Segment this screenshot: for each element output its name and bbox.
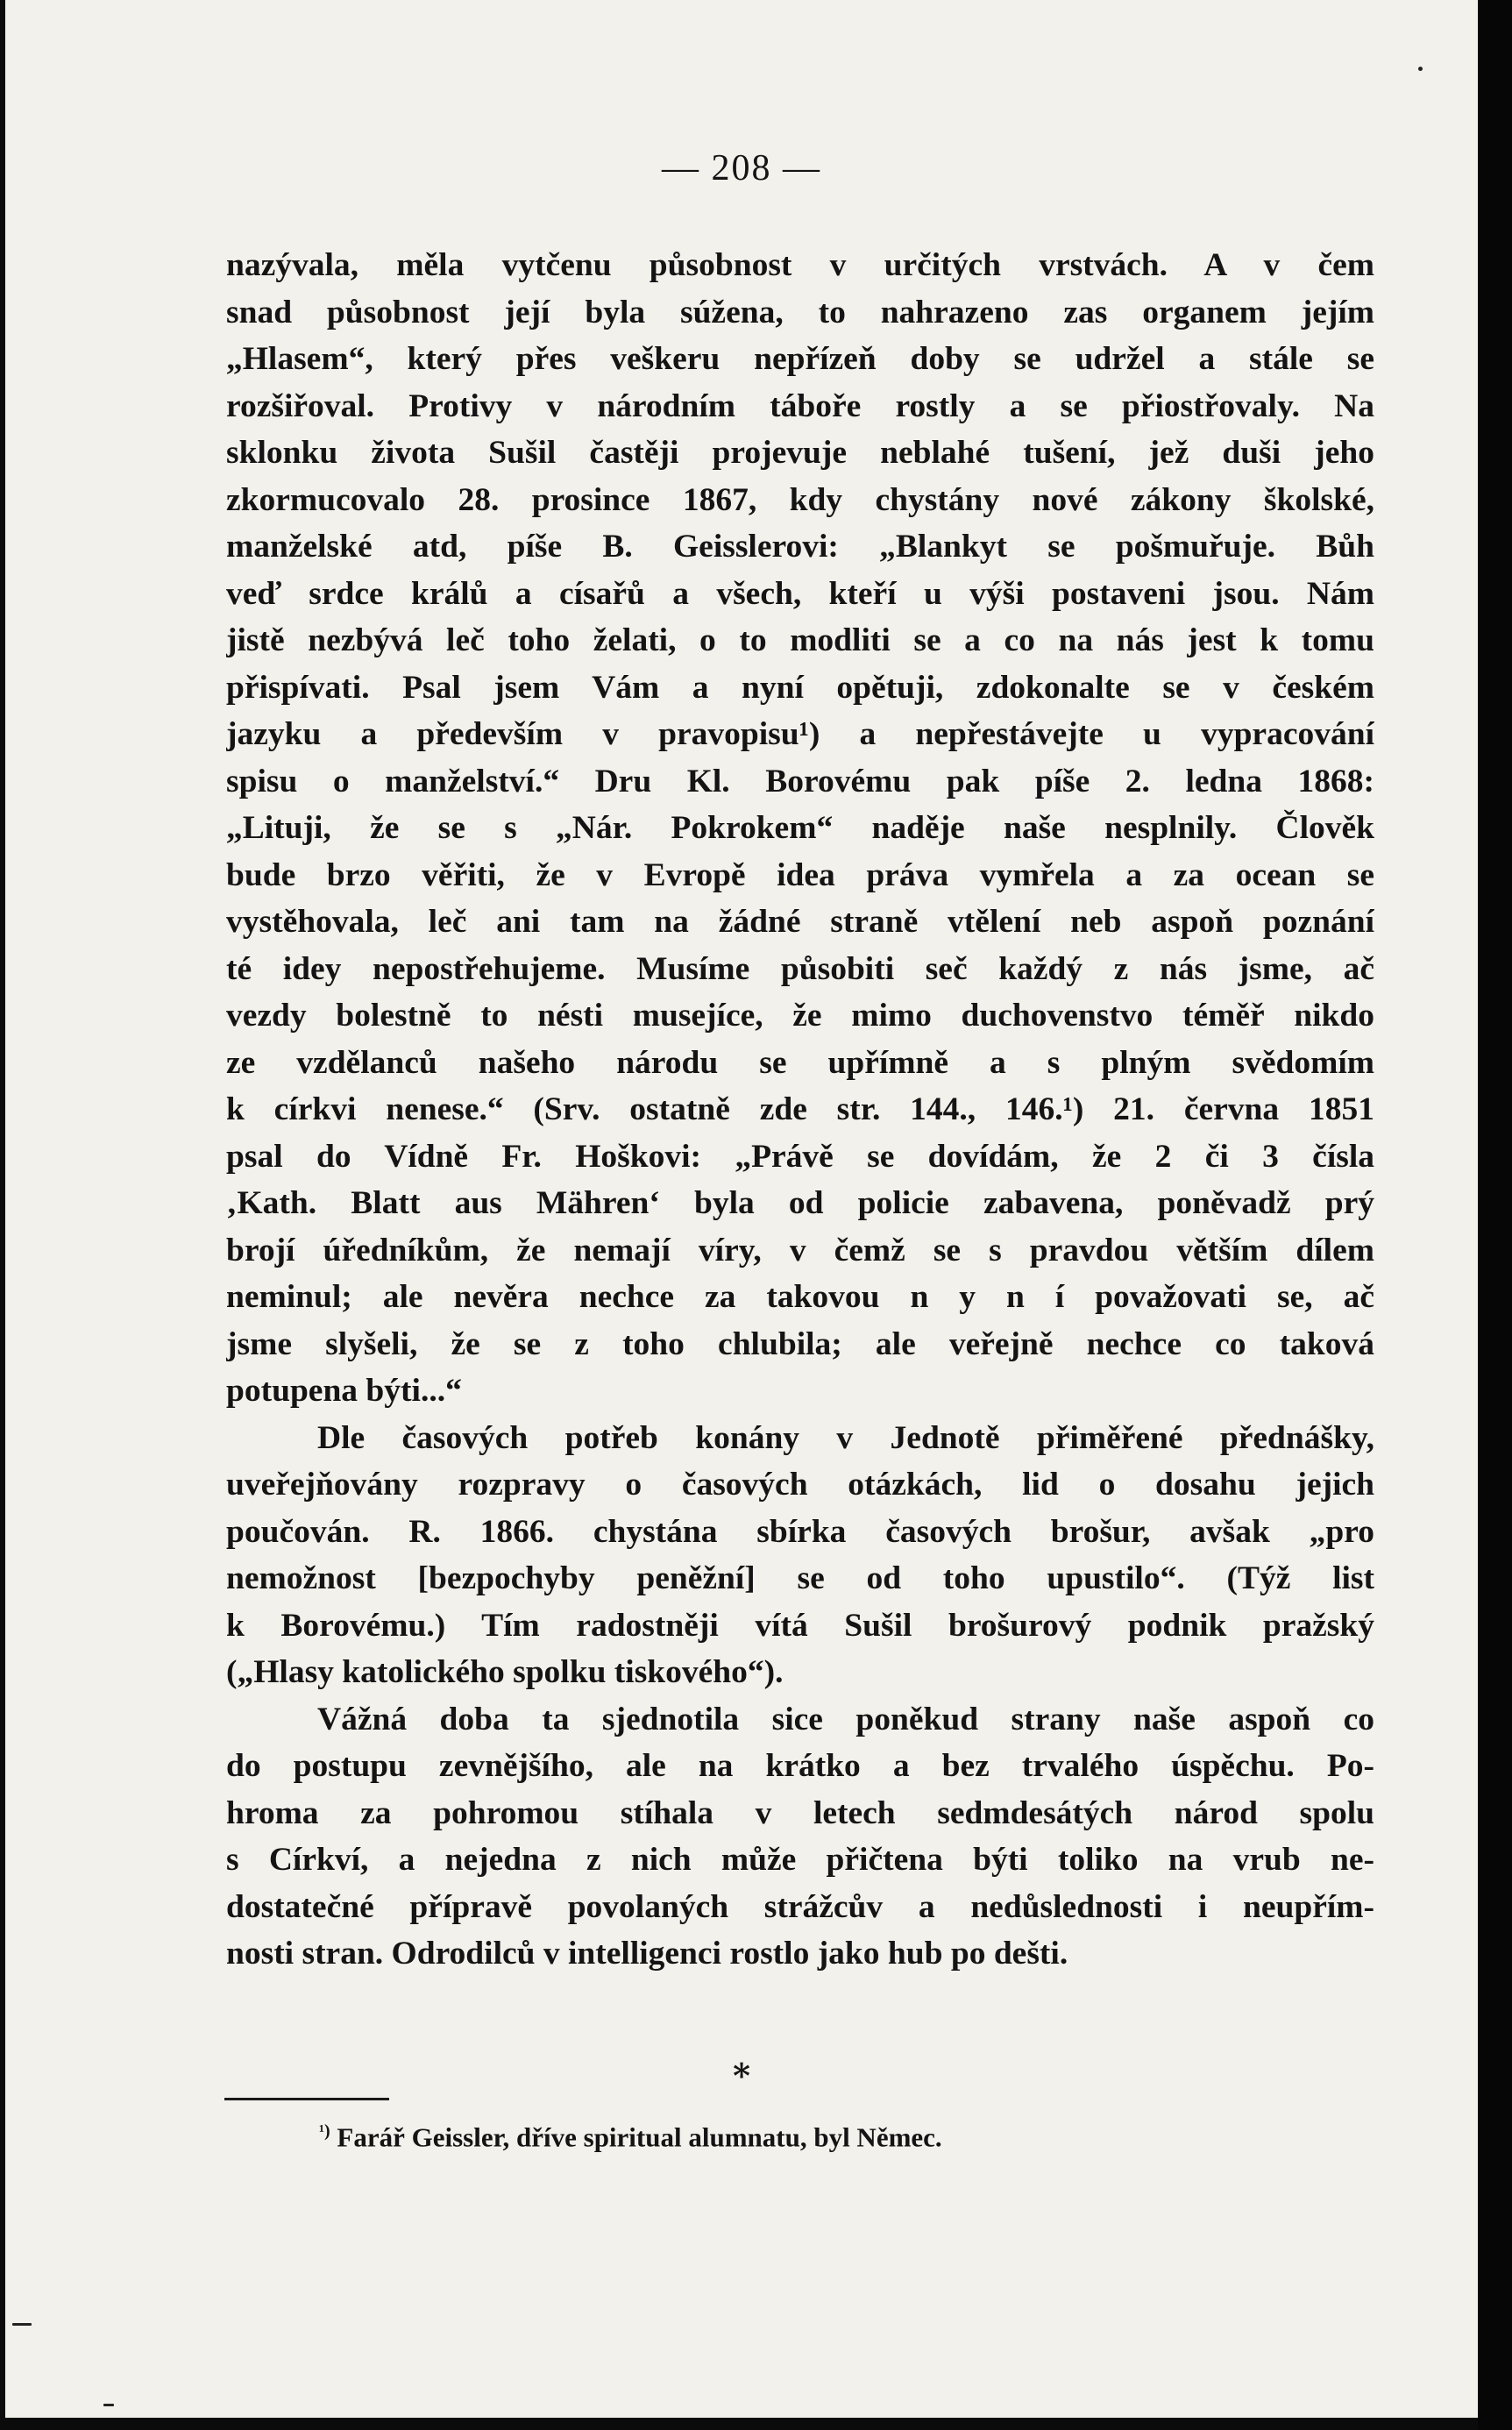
text-line: poučován. R. 1866. chystána sbírka časových brošur, avšak „pro	[226, 1513, 1374, 1550]
scan-speck	[103, 2404, 114, 2406]
text-line: přispívati. Psal jsem Vám a nyní opětuji, zdokonalte se v českém	[226, 669, 1374, 706]
scan-border	[1478, 0, 1512, 2430]
footnote	[319, 2121, 1283, 2153]
text-line: do postupu zevnějšího, ale na krátko a bez trvalého úspěchu. Po-	[226, 1748, 1374, 1784]
text-line: Dle časových potřeb konány v Jednotě přiměřené přednášky,	[317, 1419, 1374, 1456]
text-line: k Borovému.) Tím radostněji vítá Sušil brošurový podnik pražský	[226, 1607, 1374, 1644]
text-line: vystěhovala, leč ani tam na žádné straně vtělení neb aspoň poznání	[226, 904, 1374, 940]
text-line: „Lituji, že se s „Nár. Pokrokem“ naděje naše nesplnily. Člověk	[226, 810, 1374, 846]
footnote-text: Farář Geissler, dříve spiritual alumnatu, byl Němec.	[337, 2121, 942, 2153]
text-line: jistě nezbývá leč toho želati, o to modliti se a co na nás jest k tomu	[226, 622, 1374, 658]
text-line: nazývala, měla vytčenu působnost v určitých vrstvách. A v čem	[226, 247, 1374, 283]
text-line: snad působnost její byla súžena, to nahrazeno zas organem jejím	[226, 294, 1374, 330]
text-line: („Hlasy katolického spolku tiskového“).	[226, 1654, 784, 1690]
text-line: hroma za pohromou stíhala v letech sedmdesátých národ spolu	[226, 1794, 1374, 1831]
text-line: jazyku a především v pravopisu¹) a nepřestávejte u vypracování	[226, 716, 1374, 752]
text-line: ze vzdělanců našeho národu se upřímně a s plným svědomím	[226, 1044, 1374, 1081]
text-line: s Církví, a nejedna z nich může přičtena býti toliko na vrub ne-	[226, 1842, 1374, 1878]
text-line: bude brzo věřiti, že v Evropě idea práva vymřela a za ocean se	[226, 856, 1374, 893]
text-line: manželské atd, píše B. Geisslerovi: „Blankyt se pošmuřuje. Bůh	[226, 529, 1374, 565]
text-line: ‚Kath. Blatt aus Mähren‘ byla od policie zabavena, poněvadž prý	[226, 1185, 1374, 1221]
text-line: brojí úředníkům, že nemají víry, v čemž se s pravdou větším dílem	[226, 1232, 1374, 1268]
text-line: spisu o manželství.“ Dru Kl. Borovému pak píše 2. ledna 1868:	[226, 763, 1374, 799]
text-line: sklonku života Sušil častěji projevuje neblahé tušení, jež duši jeho	[226, 435, 1374, 471]
text-line: k církvi nenese.“ (Srv. ostatně zde str. 144., 146.¹) 21. června 1851	[226, 1091, 1374, 1127]
text-line: vezdy bolestně to nésti musejíce, že mimo duchovenstvo téměř nikdo	[226, 998, 1374, 1034]
body-text	[226, 242, 1374, 1978]
book-page	[5, 0, 1478, 2418]
scan-speck	[1418, 67, 1423, 71]
footnote-mark: ¹)	[319, 2121, 330, 2141]
text-line: potupena býti...“	[226, 1373, 462, 1409]
text-line: té idey nepostřehujeme. Musíme působiti seč každý z nás jsme, ač	[226, 950, 1374, 987]
text-line: „Hlasem“, který přes veškeru nepřízeň doby se udržel a stále se	[226, 341, 1374, 377]
section-separator: *	[733, 2056, 750, 2095]
footnote-rule	[224, 2098, 389, 2100]
text-line: dostatečné přípravě povolaných strážcův a nedůslednosti i neupřím-	[226, 1888, 1374, 1925]
text-line: veď srdce králů a císařů a všech, kteří u výši postaveni jsou. Nám	[226, 575, 1374, 612]
text-line: nemožnost [bezpochyby peněžní] se od toho upustilo“. (Týž list	[226, 1560, 1374, 1596]
text-line: rozšiřoval. Protivy v národním táboře rostly a se přiostřovaly. Na	[226, 387, 1374, 424]
page-number: — 208 —	[662, 148, 821, 188]
scan-speck	[12, 2323, 32, 2326]
text-line: neminul; ale nevěra nechce za takovou n y n í považovati se, ač	[226, 1279, 1374, 1315]
text-line: Vážná doba ta sjednotila sice poněkud strany naše aspoň co	[317, 1701, 1374, 1737]
text-line: uveřejňovány rozpravy o časových otázkách, lid o dosahu jejich	[226, 1467, 1374, 1503]
text-line: psal do Vídně Fr. Hoškovi: „Právě se dovídám, že 2 či 3 čísla	[226, 1138, 1374, 1175]
text-line: zkormucovalo 28. prosince 1867, kdy chystány nové zákony školské,	[226, 481, 1374, 518]
text-line: nosti stran. Odrodilců v intelligenci rostlo jako hub po dešti.	[226, 1936, 1068, 1972]
text-line: jsme slyšeli, že se z toho chlubila; ale veřejně nechce co taková	[226, 1325, 1374, 1362]
